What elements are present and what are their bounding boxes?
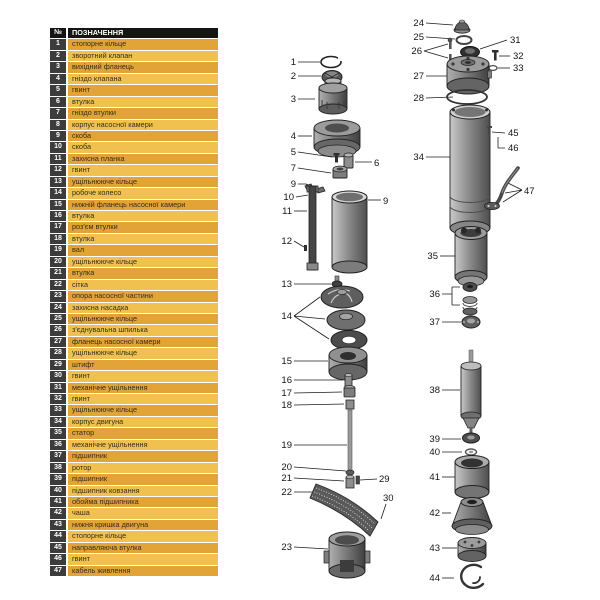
callout-22: 22: [281, 487, 292, 498]
part-15-lower-flange: [281, 347, 367, 380]
callout-36: 36: [429, 289, 440, 300]
row-label: вихідний фланець: [68, 62, 218, 72]
row-number: 36: [50, 440, 66, 450]
part-10-clip-lower: [283, 192, 308, 203]
row-number: 22: [50, 280, 66, 290]
callout-35: 35: [427, 251, 438, 262]
row-label: направляюча втулка: [68, 543, 218, 553]
callout-39: 39: [429, 434, 440, 445]
row-number: 32: [50, 394, 66, 404]
row-number: 16: [50, 211, 66, 221]
row-number: 46: [50, 554, 66, 564]
row-number: 44: [50, 531, 66, 541]
callout-29: 29: [379, 474, 390, 485]
callout-41: 41: [429, 472, 440, 483]
row-number: 24: [50, 303, 66, 313]
row-label: робоче колесо: [68, 188, 218, 198]
row-number: 31: [50, 383, 66, 393]
row-label: нижній фланець насосної камери: [68, 200, 218, 210]
row-label: ущільнююче кільце: [68, 405, 218, 415]
row-number: 19: [50, 245, 66, 255]
row-number: 34: [50, 417, 66, 427]
part-42-cup: [429, 498, 492, 535]
row-label: підшипник ковзання: [68, 486, 218, 496]
row-label: стопорне кільце: [68, 39, 218, 49]
part-1-snap-ring: [291, 57, 343, 69]
row-label: скоба: [68, 131, 218, 141]
row-number: 4: [50, 74, 66, 84]
row-number: 41: [50, 497, 66, 507]
row-label: гвинт: [68, 371, 218, 381]
row-number: 39: [50, 474, 66, 484]
row-label: гніздо клапана: [68, 74, 218, 84]
row-number: 11: [50, 154, 66, 164]
row-label: сітка: [68, 280, 218, 290]
callout-31: 31: [510, 35, 521, 46]
row-label: захисна планка: [68, 154, 218, 164]
callout-14: 14: [281, 311, 292, 322]
row-label: статор: [68, 428, 218, 438]
callout-25: 25: [413, 32, 424, 43]
callout-24: 24: [413, 18, 424, 29]
row-number: 29: [50, 360, 66, 370]
part-39-bearing: [429, 433, 479, 445]
callout-26: 26: [411, 46, 422, 57]
callout-16: 16: [281, 375, 292, 386]
callout-12: 12: [281, 236, 292, 247]
callout-9b: 9: [383, 196, 389, 207]
callout-3: 3: [290, 94, 296, 105]
row-number: 27: [50, 337, 66, 347]
row-label: захисна насадка: [68, 303, 218, 313]
part-7-bushing-seat: [291, 163, 347, 178]
row-label: гніздо втулки: [68, 108, 218, 118]
row-number: 43: [50, 520, 66, 530]
row-number: 10: [50, 142, 66, 152]
row-label: гвинт: [68, 85, 218, 95]
row-label: гвинт: [68, 394, 218, 404]
row-number: 6: [50, 97, 66, 107]
row-label: втулка: [68, 234, 218, 244]
callout-27: 27: [413, 71, 424, 82]
row-label: нижня кришка двигуна: [68, 520, 218, 530]
row-number: 13: [50, 177, 66, 187]
row-number: 37: [50, 451, 66, 461]
row-number: 20: [50, 257, 66, 267]
part-25-o-ring: [413, 32, 471, 44]
row-label: чаша: [68, 508, 218, 518]
row-label: корпус двигуна: [68, 417, 218, 427]
callout-37: 37: [429, 317, 440, 328]
row-label: підшипник: [68, 474, 218, 484]
callout-23: 23: [281, 542, 292, 553]
callout-20: 20: [281, 462, 292, 473]
row-label: вал: [68, 245, 218, 255]
row-number: 12: [50, 165, 66, 175]
callout-11: 11: [282, 206, 292, 217]
part-30-screw: [381, 493, 394, 519]
row-label: втулка: [68, 211, 218, 221]
part-44-snap-ring: [429, 565, 483, 588]
row-number: 40: [50, 486, 66, 496]
row-label: втулка: [68, 268, 218, 278]
row-label: ротор: [68, 463, 218, 473]
callout-15: 15: [281, 356, 292, 367]
row-number: 14: [50, 188, 66, 198]
row-number: 5: [50, 85, 66, 95]
part-32-screw: [492, 50, 524, 62]
row-number: 2: [50, 51, 66, 61]
row-label: корпус насосної камери: [68, 120, 218, 130]
row-label: стопорне кільце: [68, 531, 218, 541]
callout-5: 5: [290, 147, 296, 158]
row-label: механічне ущільнення: [68, 383, 218, 393]
row-label: ущільнююче кільце: [68, 314, 218, 324]
row-label: ущільнююче кільце: [68, 177, 218, 187]
row-number: 33: [50, 405, 66, 415]
callout-13: 13: [281, 279, 292, 290]
row-label: гвинт: [68, 165, 218, 175]
row-number: 3: [50, 62, 66, 72]
part-45-guide-bushing: [487, 126, 519, 139]
row-number: 9: [50, 131, 66, 141]
header-label-cell: ПОЗНАЧЕННЯ: [68, 28, 218, 38]
callout-33: 33: [513, 63, 524, 74]
row-label: підшипник: [68, 451, 218, 461]
callout-2: 2: [290, 71, 296, 82]
row-label: гвинт: [68, 554, 218, 564]
callout-9: 9: [290, 179, 296, 190]
part-12-screw: [281, 236, 307, 251]
part-6-bushing: [344, 153, 379, 169]
part-22-mesh-screen: [281, 484, 378, 536]
header-number-cell: №: [50, 28, 66, 38]
part-38-rotor: [429, 350, 481, 434]
callout-44: 44: [429, 573, 440, 584]
row-number: 47: [50, 566, 66, 576]
row-label: опора насосної частини: [68, 291, 218, 301]
row-number: 25: [50, 314, 66, 324]
part-19-shaft: [281, 410, 352, 471]
row-label: фланець насосної камери: [68, 337, 218, 347]
part-8-pump-chamber-housing: [332, 191, 388, 273]
callout-34: 34: [413, 152, 424, 163]
row-number: 15: [50, 200, 66, 210]
part-29-pin: [356, 474, 390, 485]
callout-18: 18: [281, 400, 292, 411]
row-label: з'єднувальна шпилька: [68, 325, 218, 335]
callout-46: 46: [508, 143, 519, 154]
row-number: 42: [50, 508, 66, 518]
callout-45: 45: [508, 128, 519, 139]
part-4-valve-seat: [291, 120, 360, 157]
row-number: 23: [50, 291, 66, 301]
callout-19: 19: [281, 440, 292, 451]
row-number: 38: [50, 463, 66, 473]
row-number: 7: [50, 108, 66, 118]
row-number: 8: [50, 120, 66, 130]
part-27-chamber-flange: [413, 56, 491, 94]
callout-21: 21: [281, 473, 292, 484]
part-34-motor-housing: [413, 105, 490, 235]
callout-30: 30: [383, 493, 394, 504]
callout-32: 32: [513, 51, 524, 62]
callout-43: 43: [429, 543, 440, 554]
part-17-bushing-connector: [281, 386, 355, 400]
callout-6: 6: [374, 158, 380, 169]
row-label: скоба: [68, 142, 218, 152]
row-number: 30: [50, 371, 66, 381]
part-41-bearing-holder: [429, 456, 489, 499]
row-number: 35: [50, 428, 66, 438]
part-20-seal-ring: [281, 462, 354, 475]
row-label: кабель живлення: [68, 566, 218, 576]
part-33-o-ring: [489, 63, 524, 74]
row-number: 21: [50, 268, 66, 278]
callout-38: 38: [429, 385, 440, 396]
row-label: обойма підшипника: [68, 497, 218, 507]
row-label: зворотний клапан: [68, 51, 218, 61]
callout-28: 28: [413, 93, 424, 104]
row-label: ущільнююче кільце: [68, 257, 218, 267]
part-46-screw: [498, 137, 519, 154]
callout-1: 1: [290, 57, 296, 68]
callout-47: 47: [524, 186, 535, 197]
callout-40: 40: [429, 447, 440, 458]
part-47-power-cable: [485, 168, 535, 210]
part-24-protective-cap: [413, 18, 470, 33]
part-18-bushing: [281, 400, 354, 411]
row-number: 28: [50, 348, 66, 358]
row-label: ущільнююче кільце: [68, 348, 218, 358]
callout-4: 4: [290, 131, 296, 142]
callout-7: 7: [290, 163, 296, 174]
row-number: 45: [50, 543, 66, 553]
part-14-impeller-stack: [281, 286, 367, 350]
row-number: 17: [50, 222, 66, 232]
part-36-mechanical-seal: [429, 283, 477, 316]
callout-42: 42: [429, 508, 440, 519]
part-35-stator: [427, 227, 487, 287]
part-43-bottom-motor-cap: [429, 538, 486, 562]
row-label: механічне ущільнення: [68, 440, 218, 450]
part-3-output-flange: [291, 78, 347, 114]
row-label: роз'єм втулки: [68, 222, 218, 232]
row-label: втулка: [68, 97, 218, 107]
callout-17: 17: [281, 388, 292, 399]
row-number: 26: [50, 325, 66, 335]
part-23-pump-support: [281, 532, 370, 578]
part-37-bearing: [429, 316, 480, 328]
row-label: штифт: [68, 360, 218, 370]
callout-10: 10: [283, 192, 294, 203]
row-number: 18: [50, 234, 66, 244]
row-number: 1: [50, 39, 66, 49]
